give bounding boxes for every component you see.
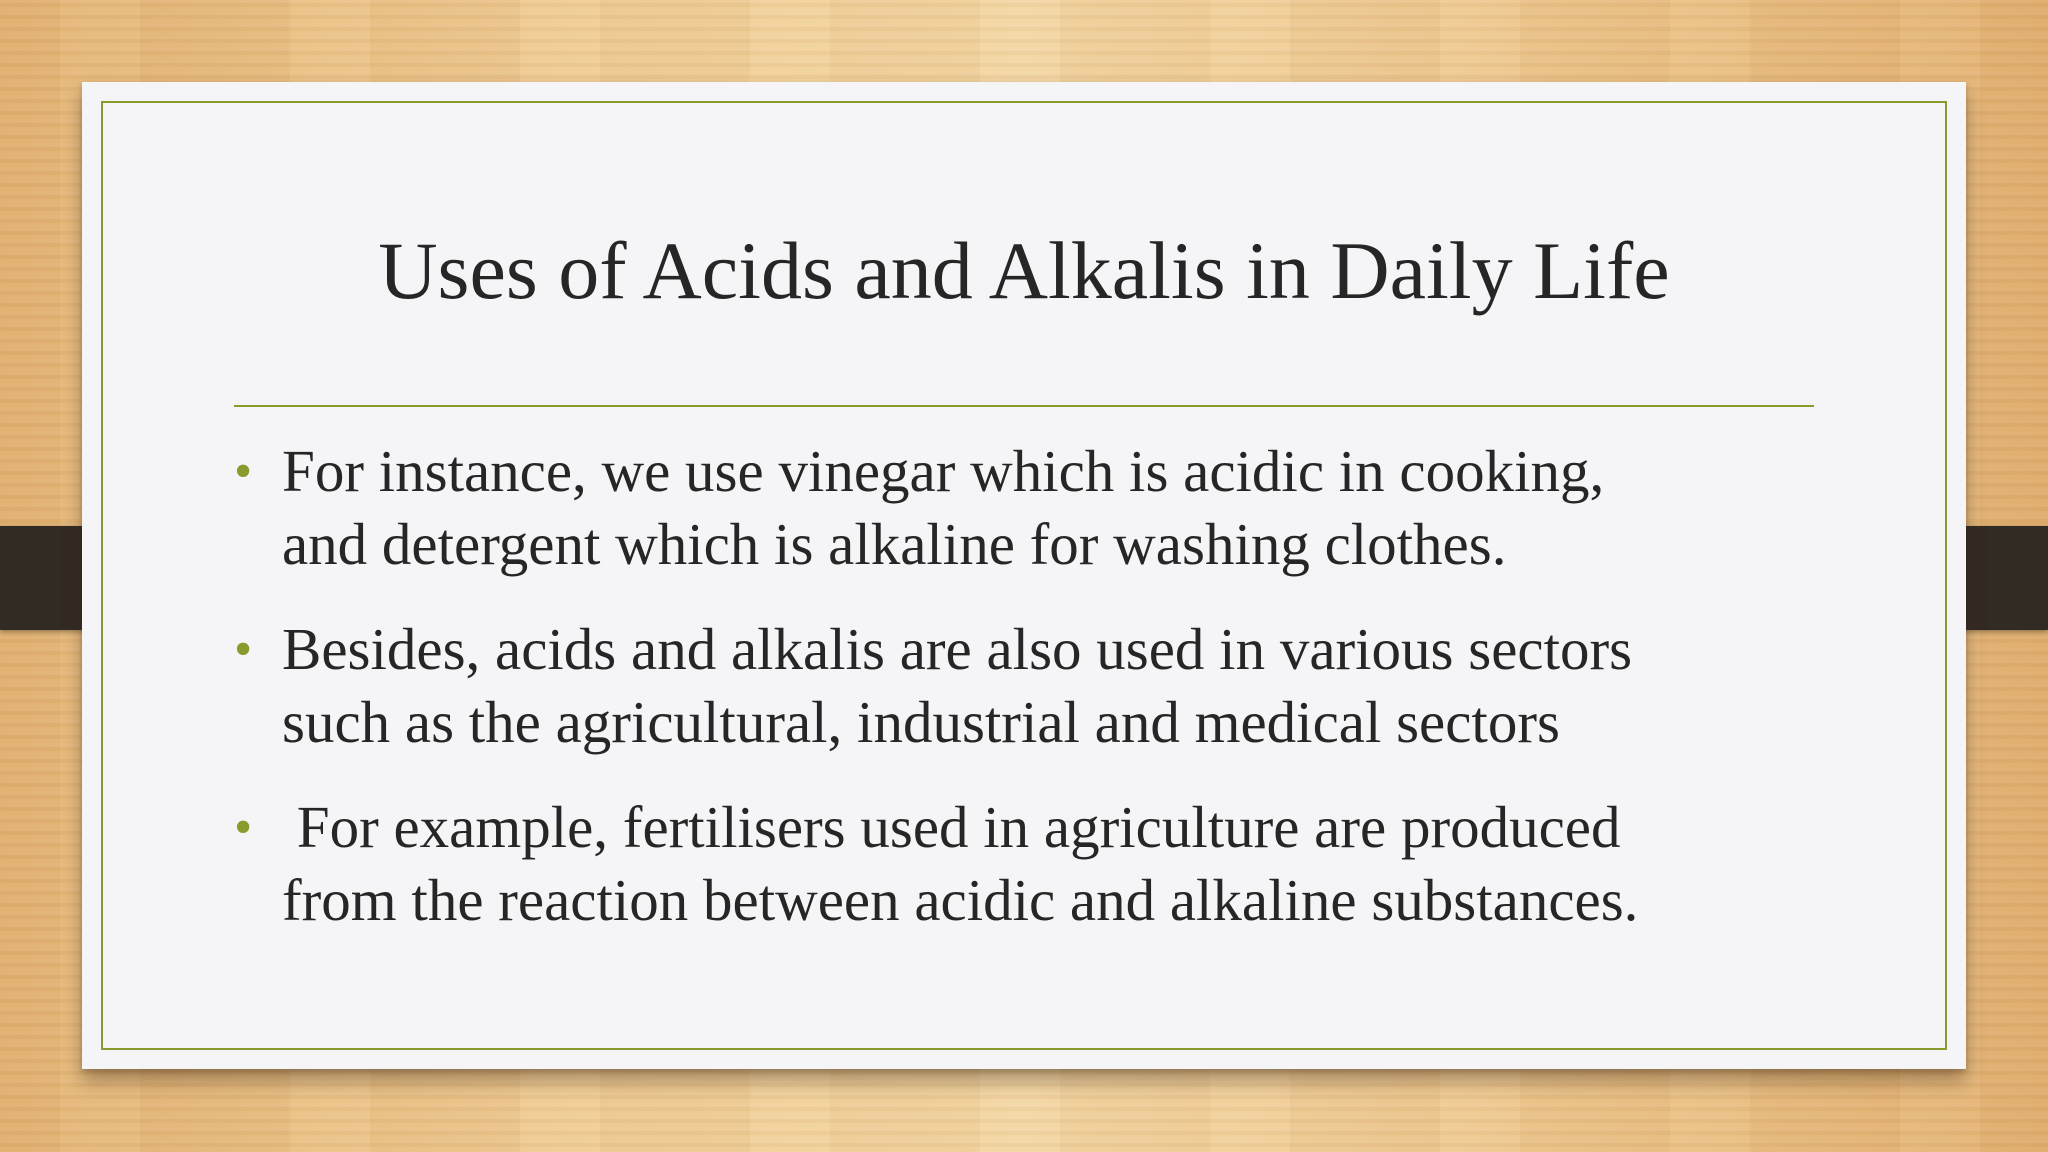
bullet-dot-icon: • [234, 443, 253, 500]
bullet-line: from the reaction between acidic and alkaline substances. [282, 867, 1639, 933]
title-divider [234, 405, 1814, 407]
bullet-line: Besides, acids and alkalis are also used in various sectors [282, 616, 1633, 682]
bullet-line: such as the agricultural, industrial and medical sectors [282, 689, 1560, 755]
bullet-line: and detergent which is alkaline for washing clothes. [282, 511, 1507, 577]
bullet-dot-icon: • [234, 799, 253, 856]
bullet-line: For example, fertilisers used in agriculture are produced [282, 794, 1621, 860]
bullet-line: For instance, we use vinegar which is acidic in cooking, [282, 438, 1605, 504]
bullet-item [234, 435, 1874, 581]
bullet-item [234, 791, 1874, 937]
bullet-item [234, 613, 1874, 759]
bullet-list [234, 435, 1874, 969]
slide-card [82, 82, 1966, 1069]
bullet-dot-icon: • [234, 621, 253, 678]
slide-title: Uses of Acids and Alkalis in Daily Life [378, 225, 1670, 316]
